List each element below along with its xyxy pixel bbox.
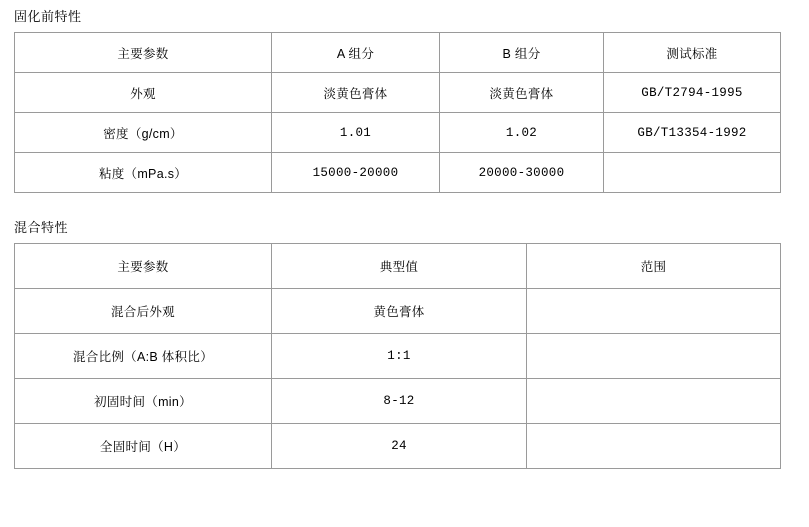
- cell-parameter: 粘度（mPa.s）: [15, 153, 272, 193]
- cell-test-standard: [604, 153, 781, 193]
- column-header-component-a: A 组分: [272, 33, 440, 73]
- cell-range: [527, 424, 781, 469]
- table-row: [15, 379, 781, 424]
- table-header-row: [15, 33, 781, 73]
- table-row: [15, 334, 781, 379]
- mixed-properties-table: [14, 243, 781, 469]
- cell-typical-value: 24: [272, 424, 527, 469]
- table-row: [15, 113, 781, 153]
- cell-parameter: 混合后外观: [15, 289, 272, 334]
- table-row: [15, 424, 781, 469]
- cell-typical-value: 黄色膏体: [272, 289, 527, 334]
- column-header-typical-value: 典型值: [272, 244, 527, 289]
- column-header-component-b: B 组分: [440, 33, 604, 73]
- cell-component-a: 15000-20000: [272, 153, 440, 193]
- table-row: [15, 73, 781, 113]
- cell-range: [527, 334, 781, 379]
- cell-test-standard: GB/T2794-1995: [604, 73, 781, 113]
- table-row: [15, 289, 781, 334]
- section-title-pre-cure: 固化前特性: [14, 9, 82, 24]
- column-header-parameter: 主要参数: [15, 33, 272, 73]
- cell-parameter: 外观: [15, 73, 272, 113]
- document-page: [0, 8, 809, 527]
- cell-component-a: 淡黄色膏体: [272, 73, 440, 113]
- cell-component-a: 1.01: [272, 113, 440, 153]
- cell-range: [527, 289, 781, 334]
- section-title-mixed: 混合特性: [14, 220, 69, 235]
- pre-cure-properties-table: [14, 32, 781, 193]
- cell-parameter: 密度（g/cm）: [15, 113, 272, 153]
- column-header-range: 范围: [527, 244, 781, 289]
- cell-component-b: 20000-30000: [440, 153, 604, 193]
- cell-parameter: 初固时间（min）: [15, 379, 272, 424]
- column-header-parameter: 主要参数: [15, 244, 272, 289]
- section-spacer: [0, 193, 809, 211]
- table-row: [15, 153, 781, 193]
- cell-test-standard: GB/T13354-1992: [604, 113, 781, 153]
- cell-component-b: 1.02: [440, 113, 604, 153]
- cell-typical-value: 8-12: [272, 379, 527, 424]
- cell-component-b: 淡黄色膏体: [440, 73, 604, 113]
- cell-parameter: 混合比例（A:B 体积比）: [15, 334, 272, 379]
- column-header-test-standard: 测试标准: [604, 33, 781, 73]
- cell-range: [527, 379, 781, 424]
- cell-parameter: 全固时间（H）: [15, 424, 272, 469]
- cell-typical-value: 1:1: [272, 334, 527, 379]
- table-header-row: [15, 244, 781, 289]
